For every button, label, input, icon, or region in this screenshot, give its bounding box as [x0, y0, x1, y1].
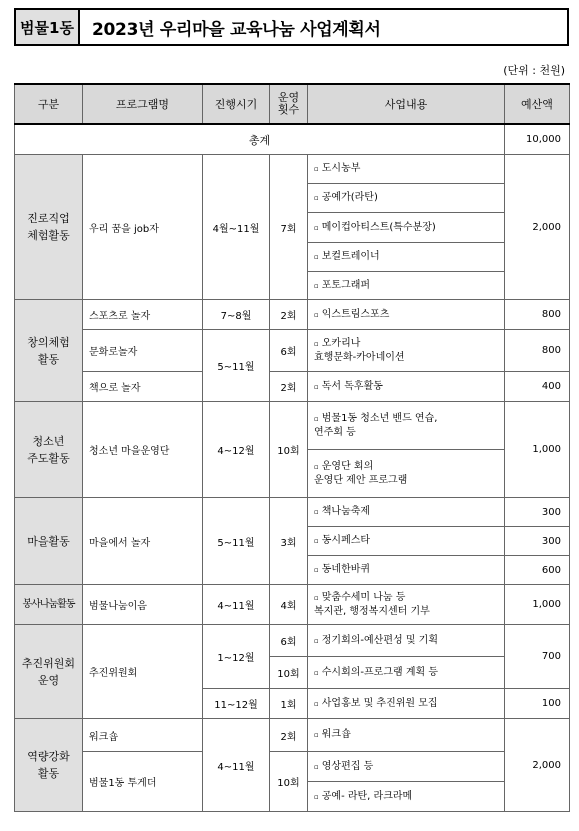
program-name: 책으로 놀자 [83, 372, 203, 402]
program-name: 스포츠로 놀자 [83, 300, 203, 330]
budget: 800 [505, 330, 570, 372]
budget: 2,000 [505, 719, 570, 812]
budget: 400 [505, 372, 570, 402]
program-name: 청소년 마을운영단 [83, 402, 203, 498]
budget: 600 [505, 556, 570, 585]
category-creative: 창의체험 활동 [15, 300, 83, 402]
content-item: ▫ 공예- 라탄, 라크라메 [308, 782, 505, 812]
content-item: ▫ 보컬트레이너 [308, 243, 505, 272]
col-program: 프로그램명 [83, 84, 203, 124]
budget: 700 [505, 625, 570, 689]
col-period: 진행시기 [203, 84, 270, 124]
dong-label: 범물1동 [16, 10, 80, 44]
budget: 300 [505, 498, 570, 527]
content-item: ▫ 동네한바퀴 [308, 556, 505, 585]
period: 4~12월 [203, 402, 270, 498]
business-plan-table [14, 83, 570, 812]
category-committee: 추진위원회 운영 [15, 625, 83, 719]
content-item: ▫ 정기회의-예산편성 및 기획 [308, 625, 505, 657]
table-row [15, 300, 570, 330]
content-item: ▫ 도시농부 [308, 155, 505, 184]
budget: 100 [505, 689, 570, 719]
table-row [15, 752, 570, 782]
content-item: ▫ 오카리나 효행문화-카아네이션 [308, 330, 505, 372]
program-name: 범물1동 투게더 [83, 752, 203, 812]
period: 4월~11월 [203, 155, 270, 300]
category-youth: 청소년 주도활동 [15, 402, 83, 498]
category-village: 마을활동 [15, 498, 83, 585]
total-label: 총계 [15, 124, 505, 155]
content-item: ▫ 공예가(라탄) [308, 184, 505, 213]
period: 11~12월 [203, 689, 270, 719]
col-budget: 예산액 [505, 84, 570, 124]
content-item: ▫ 워크숍 [308, 719, 505, 752]
table-row [15, 719, 570, 752]
count: 2회 [270, 719, 308, 752]
program-name: 마을에서 놀자 [83, 498, 203, 585]
program-name: 워크숍 [83, 719, 203, 752]
content-item: ▫ 운영단 회의 운영단 제안 프로그램 [308, 450, 505, 498]
content-item: ▫ 사업홍보 및 추진위원 모집 [308, 689, 505, 719]
period: 1~12월 [203, 625, 270, 689]
table-row [15, 585, 570, 625]
period: 4~11월 [203, 585, 270, 625]
title-box [14, 8, 569, 46]
col-count: 운영 횟수 [270, 84, 308, 124]
count: 6회 [270, 330, 308, 372]
count: 10회 [270, 752, 308, 812]
table-row [15, 498, 570, 527]
period: 5~11월 [203, 498, 270, 585]
table-row [15, 625, 570, 657]
content-item: ▫ 수시회의-프로그램 계획 등 [308, 657, 505, 689]
program-name: 문화로놀자 [83, 330, 203, 372]
col-category: 구분 [15, 84, 83, 124]
period: 4~11월 [203, 719, 270, 812]
table-row [15, 372, 570, 402]
program-name: 범물나눔이음 [83, 585, 203, 625]
content-item: ▫ 영상편집 등 [308, 752, 505, 782]
period: 7~8월 [203, 300, 270, 330]
total-amount: 10,000 [505, 124, 570, 155]
count: 10회 [270, 402, 308, 498]
period: 5~11월 [203, 330, 270, 402]
content-item: ▫ 익스트림스포츠 [308, 300, 505, 330]
budget: 1,000 [505, 402, 570, 498]
budget: 1,000 [505, 585, 570, 625]
count: 7회 [270, 155, 308, 300]
document-title: 2023년 우리마을 교육나눔 사업계획서 [92, 19, 381, 40]
category-career: 진로직업 체험활동 [15, 155, 83, 300]
content-item: ▫ 독서 독후활동 [308, 372, 505, 402]
budget: 300 [505, 527, 570, 556]
content-item: ▫ 동시페스타 [308, 527, 505, 556]
content-item: ▫ 범물1동 청소년 밴드 연습, 연주회 등 [308, 402, 505, 450]
count: 1회 [270, 689, 308, 719]
table-row [15, 330, 570, 372]
content-item: ▫ 포토그래퍼 [308, 272, 505, 300]
budget: 2,000 [505, 155, 570, 300]
table-row [15, 402, 570, 450]
count: 6회 [270, 625, 308, 657]
budget: 800 [505, 300, 570, 330]
count: 10회 [270, 657, 308, 689]
content-item: ▫ 맞춤수세미 나눔 등 복지관, 행정복지센터 기부 [308, 585, 505, 625]
content-item: ▫ 메이컵아티스트(특수분장) [308, 213, 505, 243]
count: 2회 [270, 372, 308, 402]
col-content: 사업내용 [308, 84, 505, 124]
table-row [15, 155, 570, 184]
category-capacity: 역량강화 활동 [15, 719, 83, 812]
category-volunteer: 봉사나눔활동 [15, 585, 83, 625]
total-row [15, 124, 570, 155]
count: 4회 [270, 585, 308, 625]
count: 2회 [270, 300, 308, 330]
program-name: 추진위원회 [83, 625, 203, 719]
count: 3회 [270, 498, 308, 585]
content-item: ▫ 책나눔축제 [308, 498, 505, 527]
header-row [15, 84, 570, 124]
unit-label: (단위 : 천원) [503, 64, 565, 77]
program-name: 우리 꿈을 job자 [83, 155, 203, 300]
